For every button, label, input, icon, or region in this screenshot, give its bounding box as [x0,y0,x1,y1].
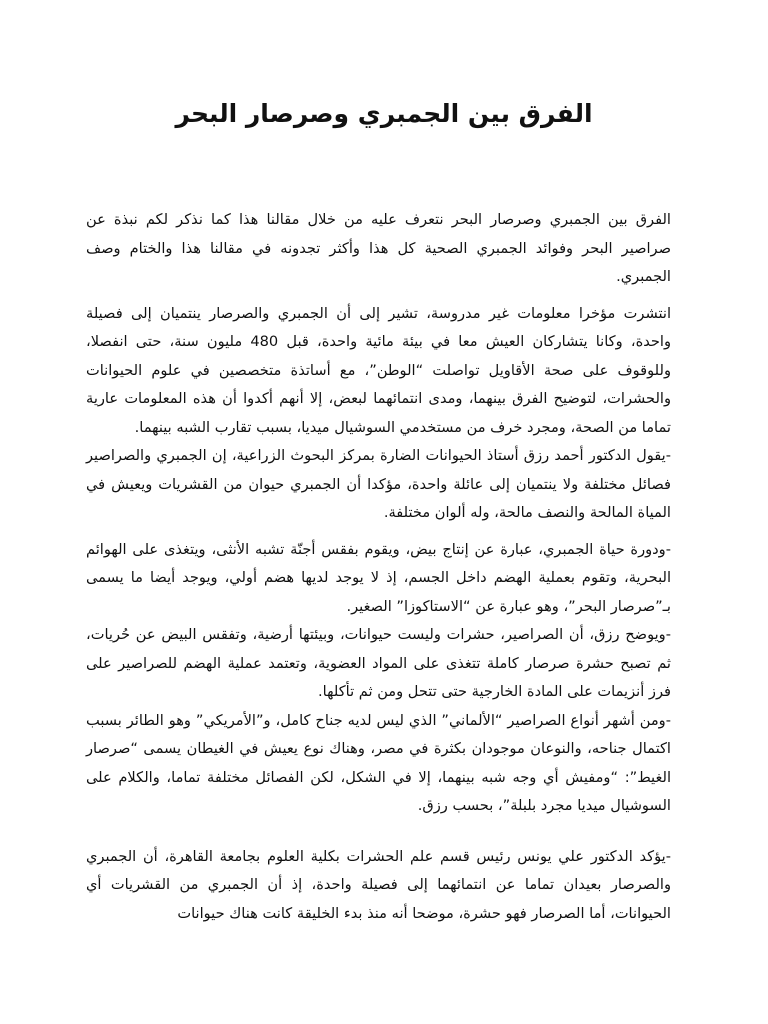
paragraph-cockroach-types: -ومن أشهر أنواع الصراصير “الألماني” الذي ليس لديه جناح كامل، و”الأمريكي” وهو الطائر بسبب اكتمال جناحه، والنوعان موجودان بكثرة في مصر، وهناك نوع يعيش في الغيطان يسمى “صرصار الغيط”: “ومفيش أي وجه شبه بينهما، إلا في الشكل، لكن الفصائل مختلفة تماما، والكلام على السوشيال ميديا مجرد بلبلة”، بحسب رزق. [86,711,671,814]
article-body [86,206,671,928]
paragraph-intro: الفرق بين الجمبري وصرصار البحر نتعرف عليه من خلال مقالنا هذا كما نذكر لكم نبذة عن صراصير البحر وفوائد الجمبري الصحية كل هذا وأكثر تجدونه في مقالنا هذا والختام وصف الجمبري. [86,211,671,285]
page-title: الفرق بين الجمبري وصرصار البحر [175,99,593,128]
paragraph-ahmed-rizk: -يقول الدكتور أحمد رزق أستاذ الحيوانات الضارة بمركز البحوث الزراعية، إن الجمبري والصراصير فصائل مختلفة ولا ينتميان إلى عائلة واحدة، مؤكدا أن الجمبري حيوان من القشريات ويعيش في المياة المالحة والنصف مالحة، وله ألوان مختلفة. [86,447,671,521]
paragraph-ali-younis: -يؤكد الدكتور علي يونس رئيس قسم علم الحشرات بكلية العلوم بجامعة القاهرة، أن الجمبري والصرصار بعيدان تماما عن انتمائهما إلى فصيلة واحدة، إذ أن الجمبري من القشريات أي الحيوانات، أما الصرصار فهو حشرة، موضحا أنه منذ بدء الخليقة كانت هناك حيوانات [86,847,671,922]
paragraph-shrimp-lifecycle: -ودورة حياة الجمبري، عبارة عن إنتاج بيض، ويقوم بفقس أجنّة تشبه الأنثى، ويتغذى على الهوائم البحرية، وتقوم بعملية الهضم داخل الجسم، إذ لا يوجد لديها هضم أولي، ويوجد أيضا ما يسمى بـ”صرصار البحر”، وهو عبارة عن “الاستاكوزا” الصغير. [86,540,671,615]
paragraph-cockroach-facts: -ويوضح رزق، أن الصراصير، حشرات وليست حيوانات، وبيئتها أرضية، وتفقس البيض عن حُريات، ثم تصبح حشرة صرصار كاملة تتغذى على المواد العضوية، وتعتمد عملية الهضم للصراصير على فرز أنزيمات على المادة الخارجية حتى تتحل ومن ثم تأكلها. [86,626,671,700]
paragraph-rumors: انتشرت مؤخرا معلومات غير مدروسة، تشير إلى أن الجمبري والصرصار ينتميان إلى فصيلة واحدة، وكانا يتشاركان العيش معا في بيئة مائية واحدة، قبل 480 مليون سنة، حتى انفصلا، وللوقوف على صحة الأقاويل تواصلت “الوطن”، مع أساتذة متخصصين في علوم الحيوانات والحشرات، لتوضيح الفرق بينهما، ومدى انتمائهما لبعض، إلا أنهم أكدوا أن هذه المعلومات عارية تماما من الصحة، ومجرد خرف من مستخدمي السوشيال ميديا، بسبب تقارب الشبه بينهما. [86,304,671,436]
